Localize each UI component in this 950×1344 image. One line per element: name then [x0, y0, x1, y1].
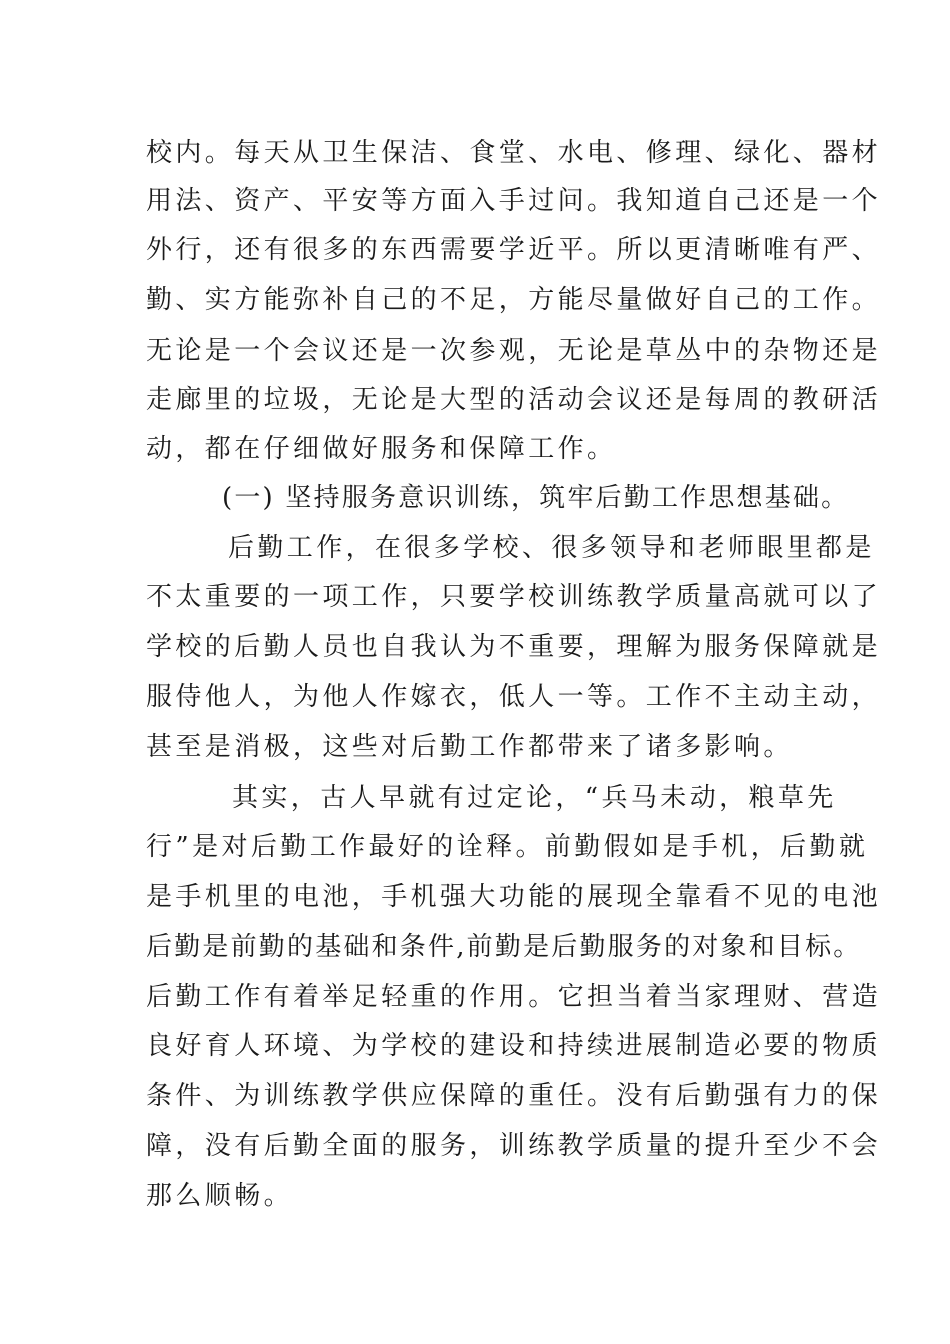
text-line: 其实，古人早就有过定论，“兵马未动，粮草先	[232, 783, 837, 813]
text-line: 是手机里的电池，手机强大功能的展现全靠看不见的电池	[146, 882, 882, 912]
section-heading: (一) 坚持服务意识训练，筑牢后勤工作思想基础。	[222, 483, 850, 513]
text-line: 动，都在仔细做好服务和保障工作。	[146, 434, 617, 464]
text-line: 勤、实方能弥补自己的不足，方能尽量做好自己的工作。	[146, 285, 882, 315]
text-line: 良好育人环境、为学校的建设和持续进展制造必要的物质	[146, 1031, 882, 1061]
text-line: 后勤工作有着举足轻重的作用。它担当着当家理财、营造	[146, 982, 882, 1012]
text-line: 服侍他人，为他人作嫁衣，低人一等。工作不主动主动，	[146, 682, 882, 712]
text-line: 不太重要的一项工作，只要学校训练教学质量高就可以了	[146, 582, 882, 612]
text-line: 条件、为训练教学供应保障的重任。没有后勤强有力的保	[146, 1081, 882, 1111]
text-line: 后勤是前勤的基础和条件,前勤是后勤服务的对象和目标。	[146, 932, 862, 962]
text-line: 行”是对后勤工作最好的诠释。前勤假如是手机，后勤就	[146, 832, 869, 862]
text-line: 甚至是消极，这些对后勤工作都带来了诸多影响。	[146, 732, 793, 762]
text-line: 无论是一个会议还是一次参观，无论是草丛中的杂物还是	[146, 336, 882, 366]
text-line: 用法、资产、平安等方面入手过问。我知道自己还是一个	[146, 186, 882, 216]
text-line: 走廊里的垃圾，无论是大型的活动会议还是每周的教研活	[146, 385, 882, 415]
text-line: 障，没有后勤全面的服务，训练教学质量的提升至少不会	[146, 1131, 882, 1161]
text-line: 外行，还有很多的东西需要学近平。所以更清晰唯有严、	[146, 235, 882, 265]
text-line: 学校的后勤人员也自我认为不重要，理解为服务保障就是	[146, 632, 882, 662]
text-line: 那么顺畅。	[146, 1181, 294, 1211]
text-line: 校内。每天从卫生保洁、食堂、水电、修理、绿化、器材	[146, 138, 882, 168]
text-line: 后勤工作，在很多学校、很多领导和老师眼里都是	[228, 533, 875, 563]
